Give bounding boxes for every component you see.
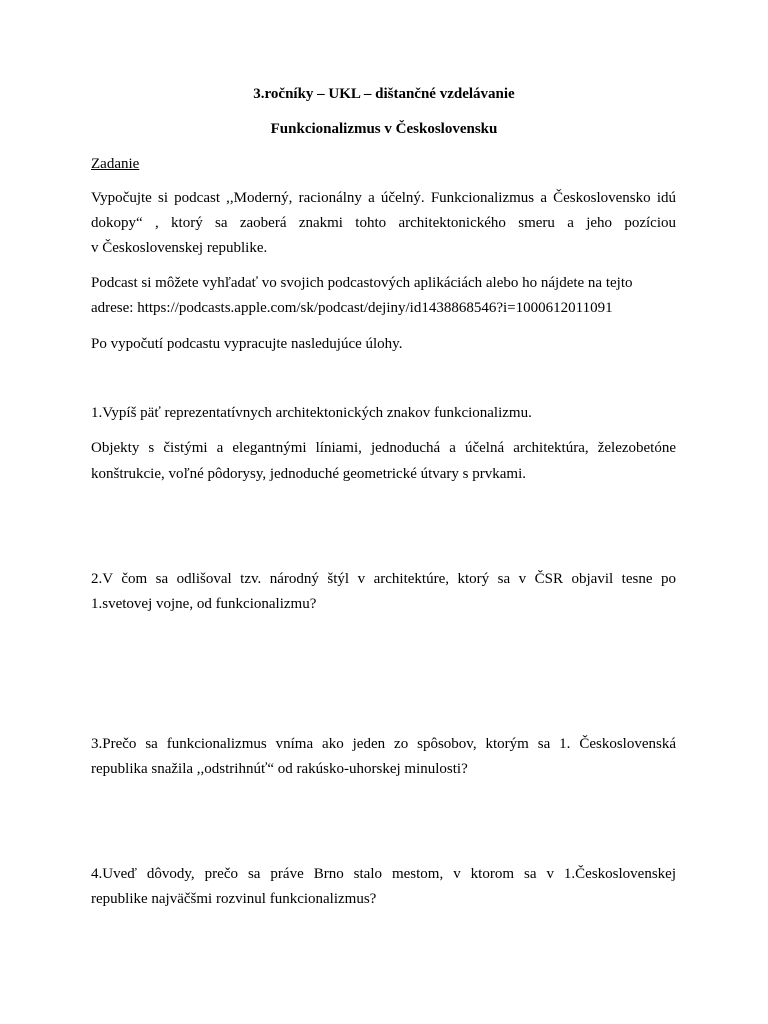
- intro-line-2: dokopy“ , ktorý sa zaoberá znakmi tohto architektonického smeru a jeho pozíciou: [91, 215, 676, 231]
- podcast-url-line: adrese: https://podcasts.apple.com/sk/podcast/dejiny/id1438868546?i=1000612011091: [91, 300, 613, 316]
- document-header: 3.ročníky – UKL – dištančné vzdelávanie: [253, 86, 515, 102]
- document-title: Funkcionalizmus v Československu: [270, 121, 498, 137]
- answer-1-line-2: konštrukcie, voľné pôdorysy, jednoduché geometrické útvary s prvkami.: [91, 466, 527, 482]
- question-4-line-1: 4.Uveď dôvody, prečo sa práve Brno stalo mestom, v ktorom sa v 1.Československej: [91, 866, 676, 882]
- intro-line-1: Vypočujte si podcast ,,Moderný, racionálny a účelný. Funkcionalizmus a Československo idú: [91, 190, 676, 206]
- podcast-line-1: Podcast si môžete vyhľadať vo svojich podcastových aplikáciách alebo ho nájdete na tejto: [91, 275, 633, 291]
- question-1: 1.Vypíš päť reprezentatívnych architektonických znakov funkcionalizmu.: [91, 405, 532, 421]
- answer-1-line-1: Objekty s čistými a elegantnými líniami, jednoduchá a účelná architektúra, železobetóne: [91, 440, 676, 456]
- question-2-line-2: 1.svetovej vojne, od funkcionalizmu?: [91, 596, 317, 612]
- section-label: Zadanie: [91, 156, 140, 172]
- question-4-line-2: republike najväčšmi rozvinul funkcionalizmus?: [91, 891, 377, 907]
- instruction-text: Po vypočutí podcastu vypracujte nasledujúce úlohy.: [91, 336, 403, 352]
- question-3-line-2: republika snažila ,,odstrihnúť“ od rakúsko-uhorskej minulosti?: [91, 761, 468, 777]
- question-3-line-1: 3.Prečo sa funkcionalizmus vníma ako jeden zo spôsobov, ktorým sa 1. Československá: [91, 736, 676, 752]
- question-2-line-1: 2.V čom sa odlišoval tzv. národný štýl v architektúre, ktorý sa v ČSR objavil tesne po: [91, 571, 676, 587]
- intro-line-3: v Československej republike.: [91, 240, 268, 256]
